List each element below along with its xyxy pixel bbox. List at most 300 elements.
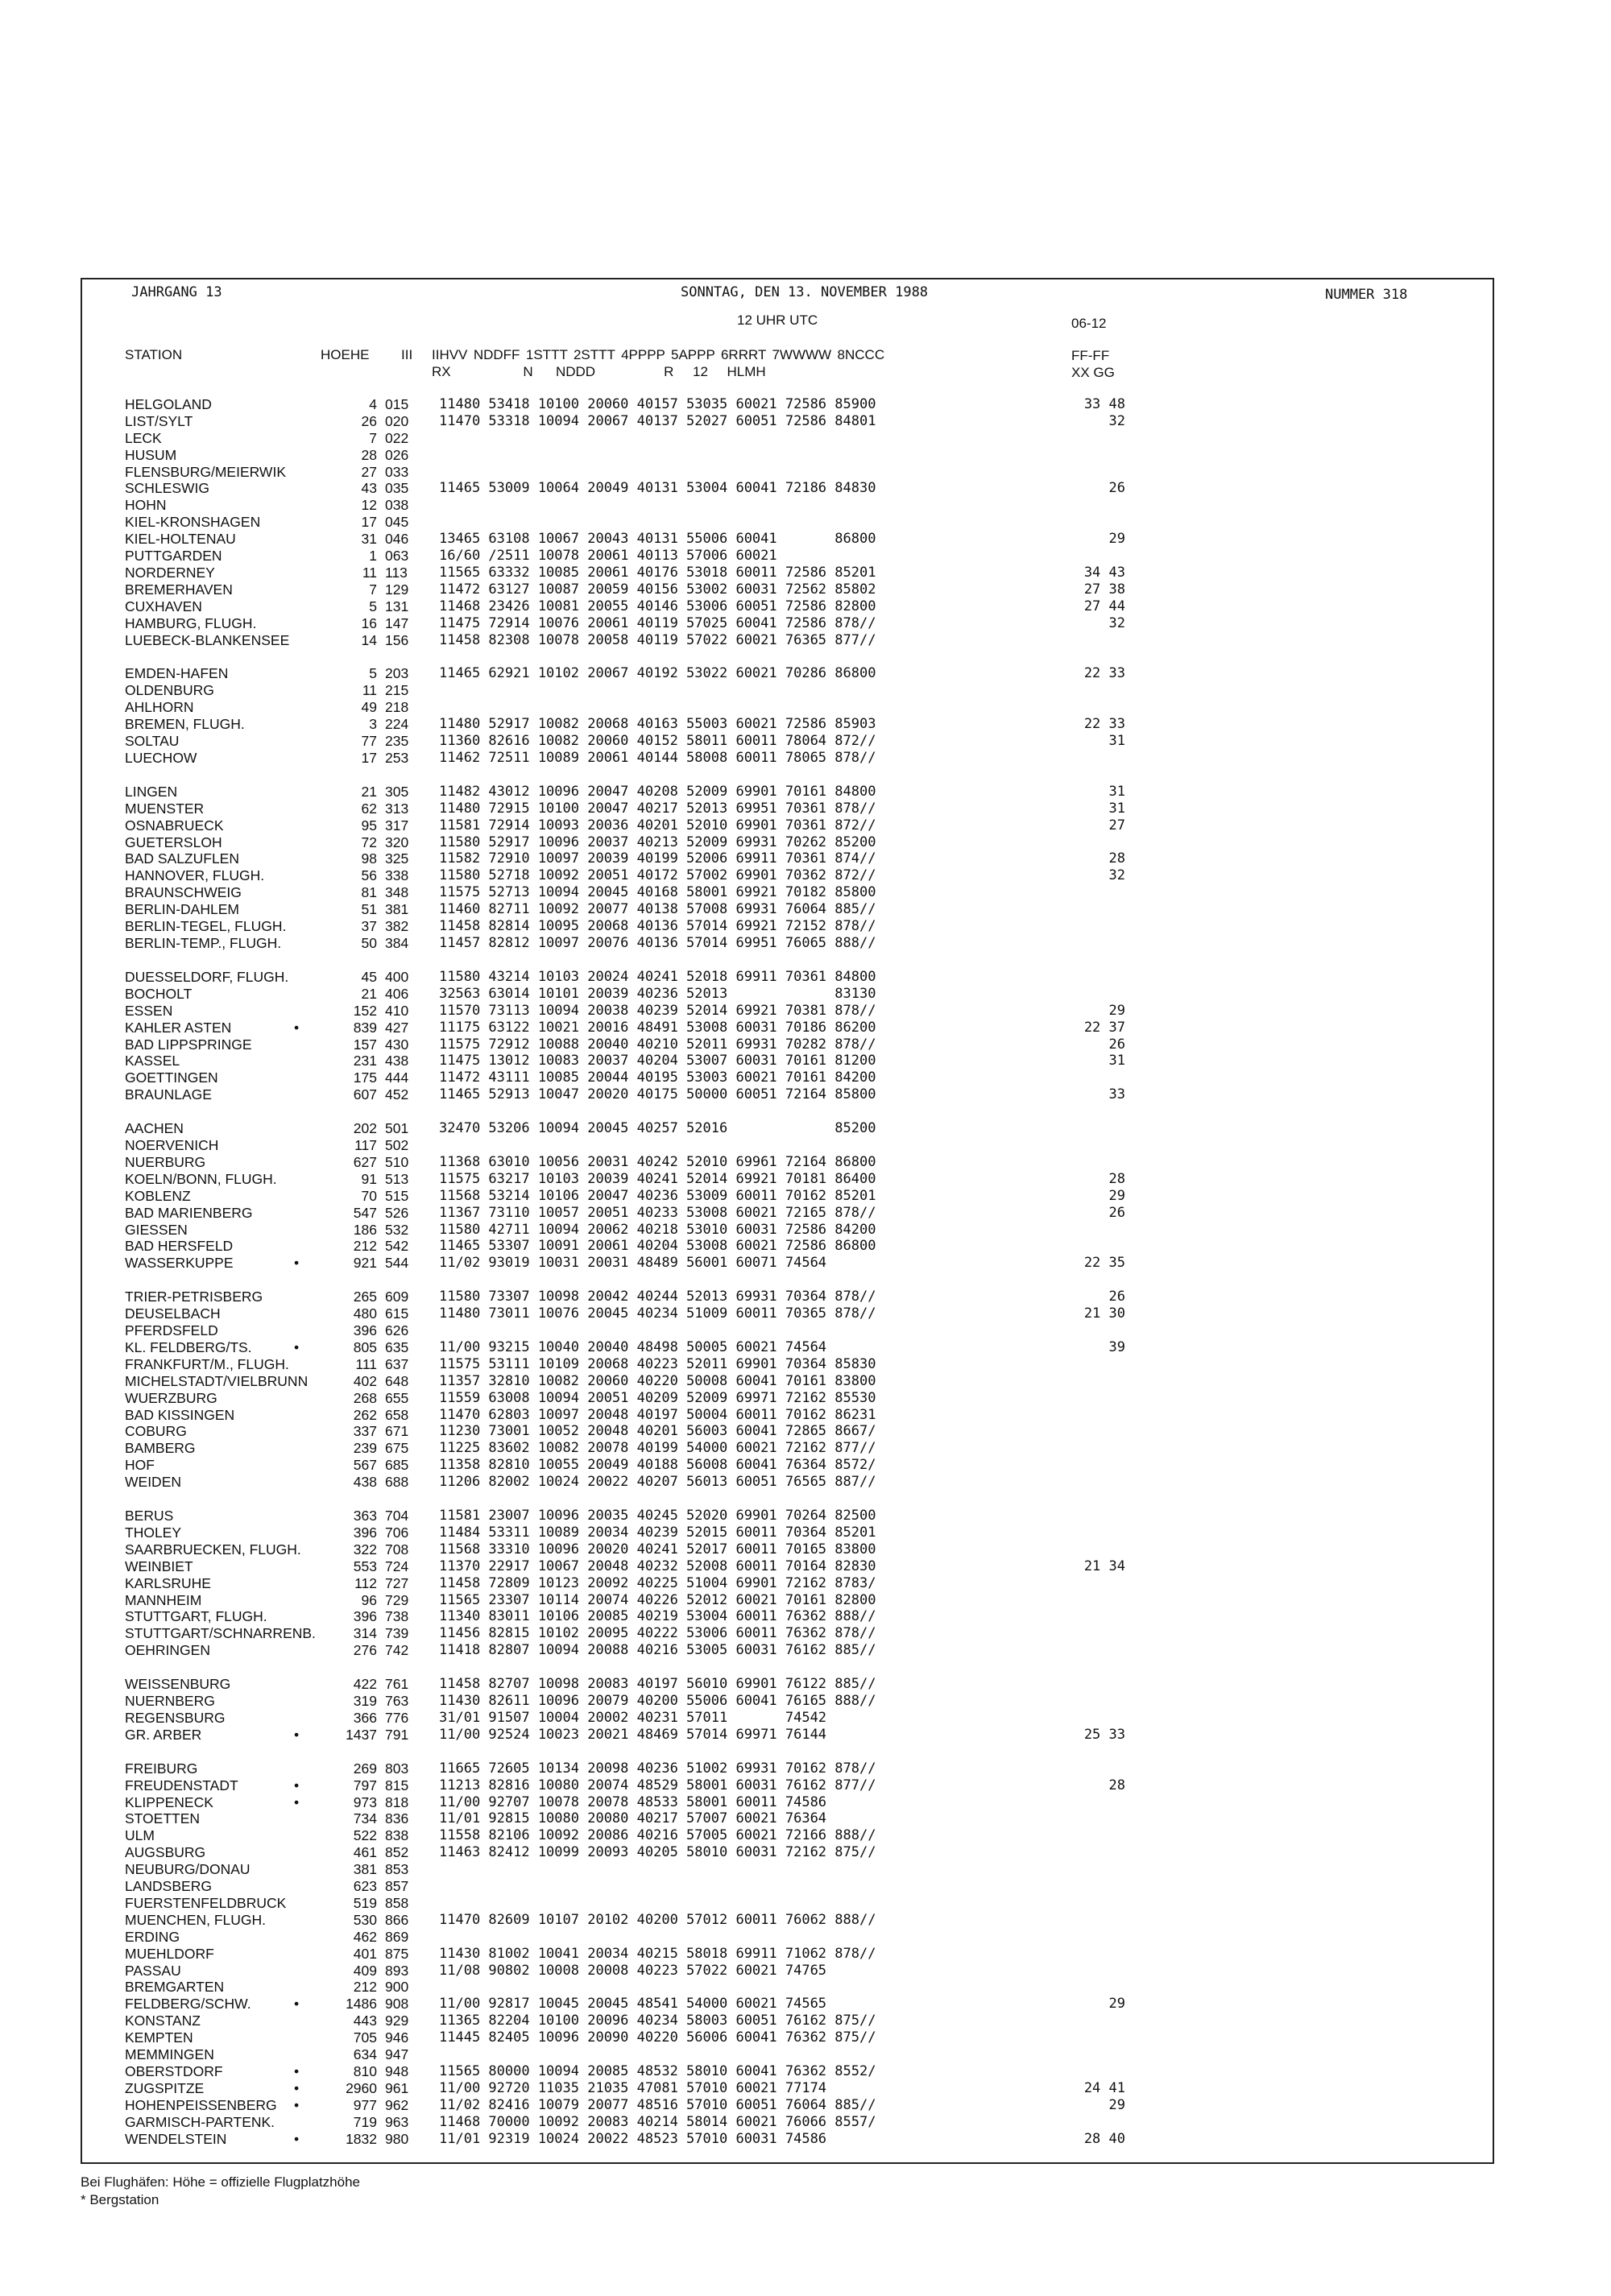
station-name: BREMGARTEN — [125, 1979, 225, 1995]
station-row — [0, 1608, 1611, 1625]
station-row — [0, 784, 1611, 800]
station-name: AUGSBURG — [125, 1844, 206, 1860]
station-height: 95 — [361, 817, 377, 834]
station-height: 26 — [361, 413, 377, 429]
wind-gust: 24 41 — [1083, 2080, 1125, 2096]
station-id: 852 — [385, 1844, 409, 1860]
station-id: 147 — [385, 615, 409, 631]
station-name: MUENSTER — [125, 800, 205, 817]
station-name: WEINBIET — [125, 1558, 193, 1574]
station-height: 28 — [361, 447, 377, 463]
station-id: 635 — [385, 1339, 409, 1355]
observation-code: 11445 82405 10096 20090 40220 56006 60041 76362 875// — [439, 2029, 876, 2046]
station-height: 31 — [361, 531, 377, 547]
station-name: WUERZBURG — [125, 1390, 217, 1406]
station-name: KASSEL — [125, 1053, 180, 1069]
station-id: 857 — [385, 1878, 409, 1894]
station-row — [0, 1086, 1611, 1103]
station-height: 438 — [353, 1474, 377, 1490]
station-height: 186 — [353, 1222, 377, 1238]
mountain-marker: • — [294, 1996, 300, 2012]
observation-code: 11/00 92817 10045 20045 48541 54000 60021 74565 — [439, 1996, 827, 2012]
col-obs-subgroups: RX N NDDD R 12 HLMH — [432, 364, 766, 379]
station-height: 5 — [369, 598, 377, 614]
station-row — [0, 1676, 1611, 1693]
station-id: 908 — [385, 1996, 409, 2012]
station-height: 402 — [353, 1373, 377, 1389]
station-row — [0, 396, 1611, 413]
wind-gust: 27 44 — [1083, 598, 1125, 614]
station-height: 1832 — [346, 2131, 377, 2147]
station-height: 522 — [353, 1827, 377, 1843]
observation-code: 11575 63217 10103 20039 40241 52014 69921 70181 86400 — [439, 1171, 876, 1187]
wind-gust: 26 — [1108, 480, 1125, 496]
wind-gust: 33 48 — [1083, 396, 1125, 412]
station-id: 325 — [385, 850, 409, 867]
station-id: 948 — [385, 2063, 409, 2079]
station-height: 363 — [353, 1508, 377, 1524]
station-height: 547 — [353, 1205, 377, 1221]
station-height: 98 — [361, 850, 377, 867]
station-name: BRAUNSCHWEIG — [125, 884, 242, 900]
station-id: 022 — [385, 430, 409, 446]
station-height: 2960 — [346, 2080, 377, 2096]
station-id: 382 — [385, 918, 409, 934]
observation-code: 11558 82106 10092 20086 40216 57005 60021 72166 888// — [439, 1827, 876, 1843]
station-name: AACHEN — [125, 1120, 184, 1136]
station-id: 444 — [385, 1069, 409, 1086]
station-row — [0, 1912, 1611, 1929]
station-id: 869 — [385, 1929, 409, 1945]
station-row — [0, 1339, 1611, 1356]
station-name: GOETTINGEN — [125, 1069, 218, 1086]
station-id: 961 — [385, 2080, 409, 2096]
station-id: 381 — [385, 901, 409, 917]
station-height: 634 — [353, 2046, 377, 2062]
station-id: 729 — [385, 1592, 409, 1608]
station-name: WEISSENBURG — [125, 1676, 231, 1692]
observation-code: 11/00 92524 10023 20021 48469 57014 69971 76144 — [439, 1727, 827, 1743]
station-id: 215 — [385, 682, 409, 698]
station-height: 16 — [361, 615, 377, 631]
station-id: 063 — [385, 548, 409, 564]
observation-code: 11/00 92720 11035 21035 47081 57010 60021 77174 — [439, 2080, 827, 2096]
wind-gust: 29 — [1108, 1003, 1125, 1019]
station-row — [0, 2063, 1611, 2080]
station-id: 020 — [385, 413, 409, 429]
date-label: SONNTAG, DEN 13. NOVEMBER 1988 — [681, 284, 929, 300]
station-name: LUECHOW — [125, 750, 197, 766]
station-name: HOF — [125, 1457, 155, 1473]
observation-code: 11568 53214 10106 20047 40236 53009 60011 70162 85201 — [439, 1188, 876, 1204]
station-name: FELDBERG/SCHW. — [125, 1996, 251, 2012]
observation-code: 11559 63008 10094 20051 40209 52009 69971 72162 85530 — [439, 1390, 876, 1406]
station-height: 45 — [361, 969, 377, 985]
observation-code: 11480 53418 10100 20060 40157 53035 60021 72586 85900 — [439, 396, 876, 412]
station-name: BAD KISSINGEN — [125, 1407, 235, 1423]
station-id: 348 — [385, 884, 409, 900]
station-name: FRANKFURT/M., FLUGH. — [125, 1356, 289, 1372]
station-name: BAD MARIENBERG — [125, 1205, 253, 1221]
station-name: KIEL-HOLTENAU — [125, 531, 236, 547]
station-name: FLENSBURG/MEIERWIK — [125, 464, 286, 480]
station-height: 3 — [369, 716, 377, 732]
station-row — [0, 1541, 1611, 1558]
col-ff-sub: XX GG — [1071, 365, 1115, 380]
mountain-marker: • — [294, 1020, 300, 1036]
station-row — [0, 1727, 1611, 1744]
station-row — [0, 884, 1611, 901]
station-height: 27 — [361, 464, 377, 480]
station-name: ZUGSPITZE — [125, 2080, 205, 2096]
station-id: 836 — [385, 1810, 409, 1826]
station-name: DUESSELDORF, FLUGH. — [125, 969, 289, 985]
station-id: 026 — [385, 447, 409, 463]
station-id: 033 — [385, 464, 409, 480]
station-name: KOELN/BONN, FLUGH. — [125, 1171, 277, 1187]
station-height: 7 — [369, 430, 377, 446]
observation-code: 11175 63122 10021 20016 48491 53008 60031 70186 86200 — [439, 1020, 876, 1036]
station-name: AHLHORN — [125, 699, 194, 715]
station-height: 70 — [361, 1188, 377, 1204]
station-row — [0, 1946, 1611, 1963]
station-row — [0, 1373, 1611, 1390]
station-height: 366 — [353, 1710, 377, 1726]
station-id: 739 — [385, 1625, 409, 1641]
station-row — [0, 1188, 1611, 1205]
station-id: 542 — [385, 1238, 409, 1254]
station-id: 706 — [385, 1524, 409, 1541]
station-row — [0, 1407, 1611, 1424]
wind-gust: 27 38 — [1083, 581, 1125, 598]
station-row — [0, 1575, 1611, 1592]
station-height: 396 — [353, 1608, 377, 1624]
observation-code: 11472 43111 10085 20044 40195 53003 60021 70161 84200 — [439, 1069, 876, 1086]
station-name: KAHLER ASTEN — [125, 1020, 232, 1036]
station-name: STUTTGART/SCHNARRENB. — [125, 1625, 316, 1641]
station-row — [0, 969, 1611, 986]
station-height: 977 — [353, 2097, 377, 2113]
wind-gust: 32 — [1108, 413, 1125, 429]
observation-code: 11368 63010 10056 20031 40242 52010 69961 72164 86800 — [439, 1154, 876, 1170]
station-id: 708 — [385, 1541, 409, 1558]
station-height: 157 — [353, 1036, 377, 1053]
station-row — [0, 1390, 1611, 1407]
station-id: 544 — [385, 1255, 409, 1271]
observation-code: 11482 43012 10096 20047 40208 52009 69901 70161 84800 — [439, 784, 876, 800]
observation-code: 11456 82815 10102 20095 40222 53006 60011 76362 878// — [439, 1625, 876, 1641]
station-row — [0, 413, 1611, 430]
observation-code: 11367 73110 10057 20051 40233 53008 60021 72165 878// — [439, 1205, 876, 1221]
station-name: OLDENBURG — [125, 682, 214, 698]
station-id: 038 — [385, 497, 409, 513]
station-name: NUERNBERG — [125, 1693, 215, 1709]
station-name: GUETERSLOH — [125, 834, 222, 850]
wind-gust: 34 43 — [1083, 565, 1125, 581]
observation-code: 11480 72915 10100 20047 40217 52013 69951 70361 878// — [439, 800, 876, 817]
station-name: MUEHLDORF — [125, 1946, 214, 1962]
time-window: 06-12 — [1071, 316, 1107, 331]
station-height: 322 — [353, 1541, 377, 1558]
station-id: 015 — [385, 396, 409, 412]
wind-gust: 39 — [1108, 1339, 1125, 1355]
station-id: 609 — [385, 1289, 409, 1305]
station-name: FREUDENSTADT — [125, 1777, 238, 1793]
station-height: 480 — [353, 1305, 377, 1322]
station-name: WASSERKUPPE — [125, 1255, 234, 1271]
station-name: KARLSRUHE — [125, 1575, 211, 1591]
station-name: HOHENPEISSENBERG — [125, 2097, 277, 2113]
observation-code: 11213 82816 10080 20074 48529 58001 60031 76162 877// — [439, 1777, 876, 1793]
station-name: LANDSBERG — [125, 1878, 212, 1894]
station-name: KIEL-KRONSHAGEN — [125, 514, 261, 530]
station-name: ESSEN — [125, 1003, 173, 1019]
wind-gust: 28 40 — [1083, 2131, 1125, 2147]
station-height: 77 — [361, 733, 377, 749]
station-id: 791 — [385, 1727, 409, 1743]
observation-code: 11568 33310 10096 20020 40241 52017 60011 70165 83800 — [439, 1541, 876, 1558]
station-height: 43 — [361, 480, 377, 496]
station-id: 853 — [385, 1861, 409, 1877]
observation-code: 11580 42711 10094 20062 40218 53010 60031 72586 84200 — [439, 1222, 876, 1238]
station-height: 381 — [353, 1861, 377, 1877]
observation-code: 11358 82810 10055 20049 40188 56008 60041 76364 8572/ — [439, 1457, 876, 1473]
observation-code: 11/00 92707 10078 20078 48533 58001 60011 74586 — [439, 1794, 827, 1810]
station-row — [0, 464, 1611, 481]
observation-code: 11581 72914 10093 20036 40201 52010 69901 70361 872// — [439, 817, 876, 834]
station-id: 893 — [385, 1963, 409, 1979]
observation-code: 11370 22917 10067 20048 40232 52008 60011 70164 82830 — [439, 1558, 876, 1574]
station-name: GR. ARBER — [125, 1727, 202, 1743]
observation-code: 32470 53206 10094 20045 40257 52016 85200 — [439, 1120, 876, 1136]
station-row — [0, 1827, 1611, 1844]
station-id: 203 — [385, 665, 409, 681]
station-row — [0, 1558, 1611, 1575]
station-name: BAMBERG — [125, 1440, 196, 1456]
station-id: 763 — [385, 1693, 409, 1709]
station-id: 615 — [385, 1305, 409, 1322]
station-height: 1486 — [346, 1996, 377, 2012]
issue-number: NUMMER 318 — [1325, 287, 1408, 303]
station-id: 866 — [385, 1912, 409, 1928]
station-row — [0, 901, 1611, 918]
station-row — [0, 1625, 1611, 1642]
station-row — [0, 581, 1611, 598]
station-row — [0, 834, 1611, 851]
wind-gust: 29 — [1108, 531, 1125, 547]
station-id: 400 — [385, 969, 409, 985]
station-height: 265 — [353, 1289, 377, 1305]
station-row — [0, 1289, 1611, 1305]
station-id: 438 — [385, 1053, 409, 1069]
station-id: 962 — [385, 2097, 409, 2113]
observation-code: 11/02 93019 10031 20031 48489 56001 60071 74564 — [439, 1255, 827, 1271]
station-name: BERLIN-TEMP., FLUGH. — [125, 935, 282, 951]
observation-code: 11580 52718 10092 20051 40172 57002 69901 70362 872// — [439, 867, 876, 883]
station-row — [0, 514, 1611, 531]
station-name: BERLIN-DAHLEM — [125, 901, 239, 917]
station-id: 742 — [385, 1642, 409, 1658]
observation-code: 16/60 /2511 10078 20061 40113 57006 60021 — [439, 548, 777, 564]
station-id: 224 — [385, 716, 409, 732]
station-name: KL. FELDBERG/TS. — [125, 1339, 252, 1355]
station-height: 623 — [353, 1878, 377, 1894]
station-name: HAMBURG, FLUGH. — [125, 615, 257, 631]
observation-code: 11465 53009 10064 20049 40131 53004 60041 72186 84830 — [439, 480, 876, 496]
observation-code: 11457 82812 10097 20076 40136 57014 69951 76065 888// — [439, 935, 876, 951]
station-row — [0, 1137, 1611, 1154]
observation-code: 11570 73113 10094 20038 40239 52014 69921 70381 878// — [439, 1003, 876, 1019]
station-row — [0, 1069, 1611, 1086]
observation-code: 11458 82814 10095 20068 40136 57014 69921 72152 878// — [439, 918, 876, 934]
station-row — [0, 867, 1611, 884]
station-row — [0, 682, 1611, 699]
station-row — [0, 1423, 1611, 1440]
station-id: 637 — [385, 1356, 409, 1372]
station-height: 11 — [362, 682, 377, 698]
station-height: 117 — [354, 1137, 377, 1153]
mountain-marker: • — [294, 1339, 300, 1355]
station-height: 49 — [361, 699, 377, 715]
wind-gust: 27 — [1108, 817, 1125, 834]
station-height: 607 — [353, 1086, 377, 1102]
station-height: 269 — [353, 1760, 377, 1777]
wind-gust: 29 — [1108, 1996, 1125, 2012]
mountain-marker: • — [294, 1255, 300, 1271]
station-row — [0, 1171, 1611, 1188]
station-row — [0, 750, 1611, 767]
station-id: 510 — [385, 1154, 409, 1170]
station-height: 231 — [353, 1053, 377, 1069]
observation-code: 11475 72914 10076 20061 40119 57025 60041 72586 878// — [439, 615, 876, 631]
mountain-marker: • — [294, 2063, 300, 2079]
wind-gust: 22 33 — [1083, 665, 1125, 681]
station-row — [0, 1120, 1611, 1137]
station-id: 838 — [385, 1827, 409, 1843]
station-name: TRIER-PETRISBERG — [125, 1289, 263, 1305]
station-height: 276 — [353, 1642, 377, 1658]
station-name: HUSUM — [125, 447, 177, 463]
station-row — [0, 1810, 1611, 1827]
station-height: 1437 — [346, 1727, 377, 1743]
observation-code: 11581 23007 10096 20035 40245 52020 69901 70264 82500 — [439, 1508, 876, 1524]
station-id: 045 — [385, 514, 409, 530]
station-name: BREMEN, FLUGH. — [125, 716, 245, 732]
station-height: 314 — [353, 1625, 377, 1641]
observation-code: 11465 52913 10047 20020 40175 50000 60051 72164 85800 — [439, 1086, 876, 1102]
station-name: MEMMINGEN — [125, 2046, 214, 2062]
station-row — [0, 1003, 1611, 1020]
wind-gust: 26 — [1108, 1036, 1125, 1053]
station-name: EMDEN-HAFEN — [125, 665, 229, 681]
mountain-marker: • — [294, 2097, 300, 2113]
station-id: 688 — [385, 1474, 409, 1490]
observation-code: 11484 53311 10089 20034 40239 52015 60011 70364 85201 — [439, 1524, 876, 1541]
observation-code: 11/00 93215 10040 20040 48498 50005 60021 74564 — [439, 1339, 827, 1355]
station-name: BERUS — [125, 1508, 174, 1524]
station-row — [0, 1710, 1611, 1727]
station-height: 734 — [353, 1810, 377, 1826]
station-row — [0, 1154, 1611, 1171]
station-row — [0, 1036, 1611, 1053]
station-id: 727 — [385, 1575, 409, 1591]
station-row — [0, 1255, 1611, 1272]
wind-gust: 25 33 — [1083, 1727, 1125, 1743]
station-name: BOCHOLT — [125, 986, 193, 1002]
station-row — [0, 565, 1611, 581]
station-id: 406 — [385, 986, 409, 1002]
footnote-airports: Bei Flughäfen: Höhe = offizielle Flugplatzhöhe — [81, 2174, 360, 2190]
observation-code: 11468 70000 10092 20083 40214 58014 60021 76066 8557/ — [439, 2114, 876, 2130]
wind-gust: 22 37 — [1083, 1020, 1125, 1036]
observation-code: 11225 83602 10082 20078 40199 54000 60021 72162 877// — [439, 1440, 876, 1456]
station-height: 51 — [361, 901, 377, 917]
station-height: 810 — [353, 2063, 377, 2079]
station-id: 317 — [385, 817, 409, 834]
station-row — [0, 918, 1611, 935]
station-name: WEIDEN — [125, 1474, 181, 1490]
station-height: 17 — [361, 514, 377, 530]
observation-code: 11418 82807 10094 20088 40216 53005 60031 76162 885// — [439, 1642, 876, 1658]
observation-code: 11565 80000 10094 20085 48532 58010 60041 76362 8552/ — [439, 2063, 876, 2079]
observation-code: 11463 82412 10099 20093 40205 58010 60031 72162 875// — [439, 1844, 876, 1860]
col-hoehe: HOEHE — [321, 347, 370, 362]
station-height: 627 — [353, 1154, 377, 1170]
observation-code: 11465 62921 10102 20067 40192 53022 60021 70286 86800 — [439, 665, 876, 681]
station-height: 268 — [353, 1390, 377, 1406]
station-row — [0, 986, 1611, 1003]
observation-code: 11665 72605 10134 20098 40236 51002 69931 70162 878// — [439, 1760, 876, 1777]
station-row — [0, 447, 1611, 464]
station-id: 963 — [385, 2114, 409, 2130]
station-row — [0, 2029, 1611, 2046]
observation-code: 11468 23426 10081 20055 40146 53006 60051 72586 82800 — [439, 598, 876, 614]
wind-gust: 31 — [1108, 784, 1125, 800]
station-id: 502 — [385, 1137, 409, 1153]
station-height: 175 — [353, 1069, 377, 1086]
observation-code: 11/02 82416 10079 20077 48516 57010 60051 76064 885// — [439, 2097, 876, 2113]
station-name: SCHLESWIG — [125, 480, 210, 496]
station-id: 410 — [385, 1003, 409, 1019]
station-row — [0, 800, 1611, 817]
station-id: 815 — [385, 1777, 409, 1793]
station-row — [0, 1895, 1611, 1912]
station-name: WENDELSTEIN — [125, 2131, 227, 2147]
wind-gust: 21 30 — [1083, 1305, 1125, 1322]
observation-code: 11470 82609 10107 20102 40200 57012 60011 76062 888// — [439, 1912, 876, 1928]
wind-gust: 29 — [1108, 1188, 1125, 1204]
station-row — [0, 1322, 1611, 1339]
station-row — [0, 1777, 1611, 1794]
station-height: 112 — [354, 1575, 377, 1591]
wind-gust: 28 — [1108, 1171, 1125, 1187]
station-name: ULM — [125, 1827, 155, 1843]
station-id: 427 — [385, 1020, 409, 1036]
station-id: 218 — [385, 699, 409, 715]
station-name: KEMPTEN — [125, 2029, 193, 2046]
station-name: OBERSTDORF — [125, 2063, 223, 2079]
station-id: 875 — [385, 1946, 409, 1962]
station-row — [0, 548, 1611, 565]
wind-gust: 21 34 — [1083, 1558, 1125, 1574]
station-name: BRAUNLAGE — [125, 1086, 212, 1102]
station-id: 648 — [385, 1373, 409, 1389]
station-row — [0, 1693, 1611, 1710]
observation-code: 11430 82611 10096 20079 40200 55006 60041 76165 888// — [439, 1693, 876, 1709]
station-height: 37 — [361, 918, 377, 934]
observation-code: 11580 73307 10098 20042 40244 52013 69931 70364 878// — [439, 1289, 876, 1305]
observation-code: 11430 81002 10041 20034 40215 58018 69911 71062 878// — [439, 1946, 876, 1962]
